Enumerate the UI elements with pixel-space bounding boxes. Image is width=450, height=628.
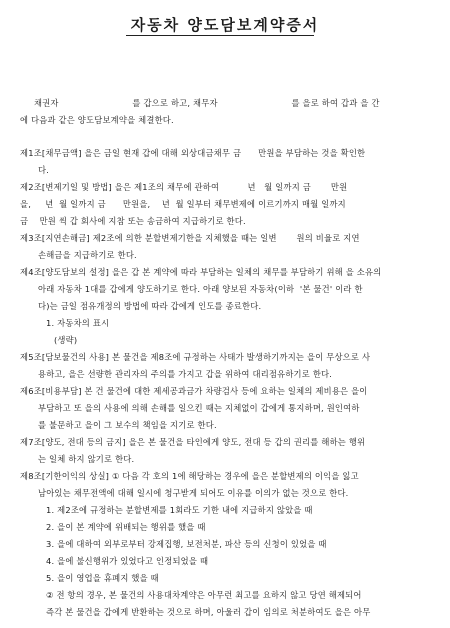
body-line: 2. 을이 본 계약에 위배되는 행위를 했을 때 (46, 522, 206, 532)
body-line: 3. 을에 대하여 외부로부터 강제집행, 보전처분, 파산 등의 신청이 있었을 때 (46, 539, 327, 549)
body-line: 제8조[기한이익의 상실] ① 다음 각 호의 1에 해당하는 경우에 을은 분할변제의 이익을 잃고 (20, 471, 359, 481)
body-line: 아래 자동차 1대를 갑에게 양도하기로 한다. 아래 양보된 자동차(이하 '본 물건' 이라 한 (38, 284, 363, 294)
body-line: 4. 을에 불신행위가 있었다고 인정되었을 때 (46, 556, 209, 566)
body-line: 채권자 를 갑으로 하고, 채무자 를 을로 하여 갑과 을 간 (34, 98, 380, 108)
body-line: 금 만원 씩 갑 회사에 지참 또는 송금하여 지급하기로 한다. (20, 216, 246, 226)
body-line: 1. 자동차의 표시 (46, 318, 110, 328)
body-line: 용하고, 을은 선량한 관리자의 주의를 가지고 갑을 위하여 대리점유하기로 한다. (38, 369, 333, 379)
body-line: 제2조[변제기일 및 방법] 을은 제1조의 채무에 관하여 년 월 일까지 금 만원 (20, 182, 348, 192)
body-line: 제3조[지연손해금] 제2조에 의한 분할변제기한을 지체했을 때는 일변 원의 비율로 지연 (20, 233, 360, 243)
body-line: 제4조[양도담보의 설정] 을은 갑 본 계약에 따라 부담하는 일체의 채무를 부담하기 위해 을 소유의 (20, 267, 382, 277)
document-title: 자동차 양도담보계약증서 (130, 16, 320, 34)
body-line: 부담하고 또 을의 사용에 의해 손해를 일으킨 때는 지체없이 갑에게 통지하며, 원인여하 (38, 403, 360, 413)
body-line: 제6조[비용부담] 본 건 물건에 대한 제세공과금가 차량검사 등에 요하는 일체의 제비용은 을이 (20, 386, 368, 396)
body-line: 즉각 본 물건을 갑에게 반환하는 것으로 하며, 아울러 갑이 임의로 처분하여도 을은 아무 (46, 607, 371, 617)
body-line: 제5조[담보물건의 사용] 본 물건을 제8조에 규정하는 사태가 발생하기까지는 을이 무상으로 사 (20, 352, 371, 362)
body-line: 5. 을이 영업을 휴폐지 했을 때 (46, 573, 159, 583)
body-line: 남아있는 채무전액에 대해 일시에 청구받게 되어도 이유를 이의가 없는 것으로 한다. (38, 488, 349, 498)
body-line: ② 전 항의 경우, 본 물건의 사용대차계약은 아무런 최고를 요하지 않고 당연 해제되어 (46, 590, 362, 600)
body-line: 을, 년 월 일까지 금 만원을, 년 월 일부터 채무변제에 이르기까지 매월 일까지 (20, 199, 346, 209)
body-line: 다. (38, 165, 50, 175)
body-line: 손해금을 지급하기로 한다. (38, 250, 137, 260)
body-line: 제7조[양도, 전대 등의 금지] 을은 본 물건을 타인에게 양도, 전대 등 갑의 권리를 해하는 행위 (20, 437, 366, 447)
body-line: 1. 제2조에 규정하는 분할변제를 1회라도 기한 내에 지급하지 않았을 때 (46, 505, 313, 515)
body-line: 제1조[채무금액] 을은 금일 현재 갑에 대해 외상대금채무 금 만원을 부담하는 것을 확인한 (20, 148, 366, 158)
title-underline (126, 35, 314, 36)
body-line: 를 불문하고 을이 그 보수의 책임을 지기로 한다. (38, 420, 217, 430)
body-line: 에 다음과 같은 양도담보계약을 체결한다. (20, 115, 174, 125)
body-line: 다)는 금일 점유개정의 방법에 따라 갑에게 인도를 종료한다. (38, 301, 262, 311)
body-line: 는 일체 하지 않기로 한다. (38, 454, 135, 464)
body-line: (생략) (54, 335, 78, 345)
